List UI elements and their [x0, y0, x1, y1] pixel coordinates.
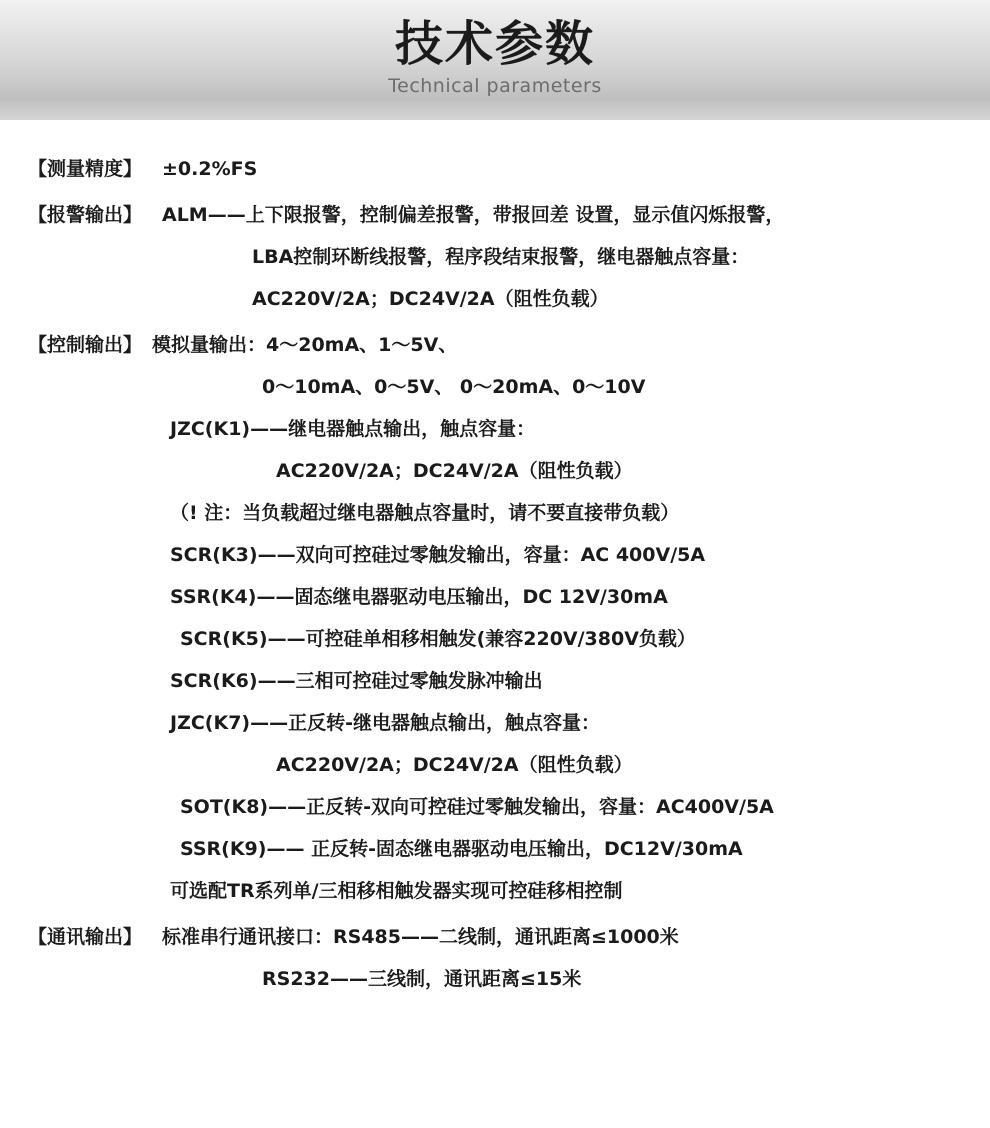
spec-line: 可选配TR系列单/三相移相触发器实现可控硅移相控制	[170, 880, 623, 902]
spec-line: 标准串行通讯接口：RS485——二线制，通讯距离≤1000米	[162, 926, 679, 948]
spec-row	[0, 916, 990, 1000]
spec-line: JZC(K1)——继电器触点输出，触点容量：	[170, 418, 536, 440]
spec-row	[0, 194, 990, 320]
spec-value	[152, 148, 990, 190]
spec-line: JZC(K7)——正反转-继电器触点输出，触点容量：	[170, 712, 600, 734]
spec-row	[0, 148, 990, 190]
spec-line: LBA控制环断线报警，程序段结束报警，继电器触点容量：	[252, 246, 750, 268]
spec-label: 【报警输出】	[28, 204, 143, 226]
spec-line: AC220V/2A；DC24V/2A（阻性负载）	[276, 754, 633, 776]
spec-row	[0, 324, 990, 912]
spec-label: 【测量精度】	[28, 158, 143, 180]
spec-value	[152, 916, 990, 1000]
spec-list	[0, 120, 990, 1000]
spec-line: SCR(K3)——双向可控硅过零触发输出，容量：AC 400V/5A	[170, 544, 706, 566]
spec-line: （! 注：当负载超过继电器触点容量时，请不要直接带负载）	[170, 502, 680, 524]
spec-label: 【控制输出】	[28, 334, 143, 356]
spec-value	[152, 194, 990, 320]
spec-value	[152, 324, 990, 912]
page-subtitle: Technical parameters	[388, 75, 602, 97]
spec-line: 模拟量输出：4～20mA、1～5V、	[152, 334, 458, 356]
spec-line: SSR(K4)——固态继电器驱动电压输出，DC 12V/30mA	[170, 586, 668, 608]
spec-line: SSR(K9)—— 正反转-固态继电器驱动电压输出，DC12V/30mA	[180, 838, 743, 860]
page-title: 技术参数	[394, 16, 595, 72]
spec-line: RS232——三线制，通讯距离≤15米	[262, 968, 582, 990]
spec-line: 0～10mA、0～5V、 0～20mA、0～10V	[262, 376, 646, 398]
spec-line: ±0.2%FS	[162, 158, 258, 180]
spec-line: AC220V/2A；DC24V/2A（阻性负载）	[252, 288, 609, 310]
spec-line: ALM——上下限报警，控制偏差报警，带报回差 设置，显示值闪烁报警，	[162, 204, 785, 226]
spec-label: 【通讯输出】	[28, 926, 143, 948]
spec-line: SCR(K6)——三相可控硅过零触发脉冲输出	[170, 670, 543, 692]
spec-line: SCR(K5)——可控硅单相移相触发(兼容220V/380V负载）	[180, 628, 696, 650]
page-banner	[0, 0, 990, 120]
spec-line: AC220V/2A；DC24V/2A（阻性负载）	[276, 460, 633, 482]
spec-line: SOT(K8)——正反转-双向可控硅过零触发输出，容量：AC400V/5A	[180, 796, 774, 818]
